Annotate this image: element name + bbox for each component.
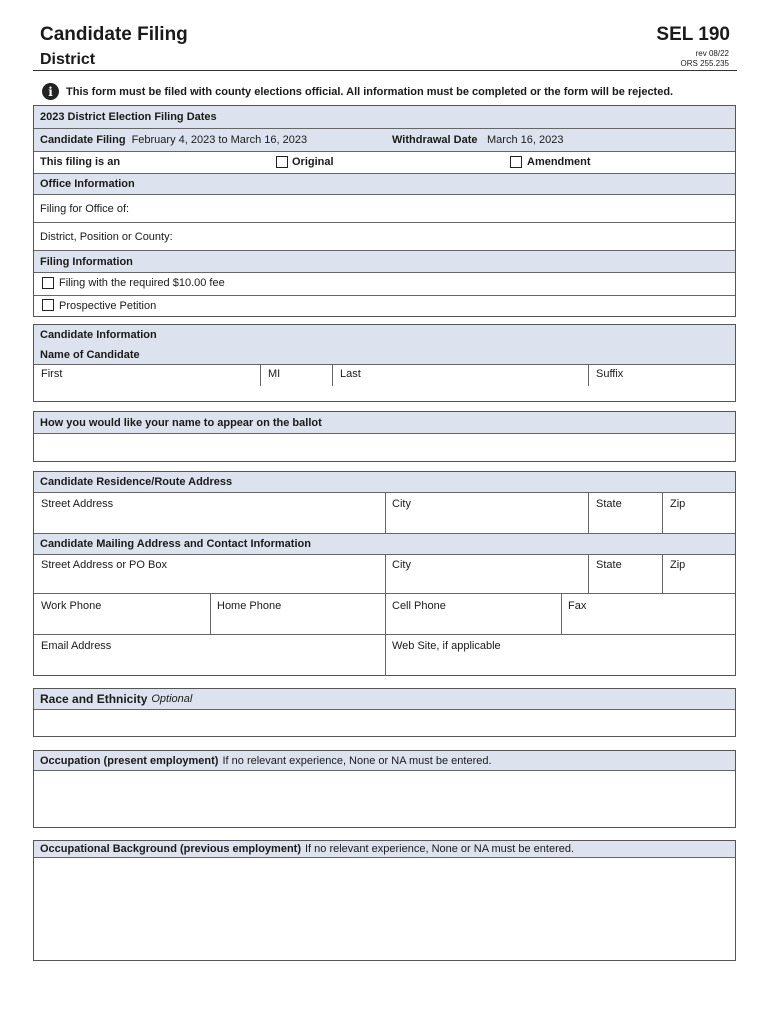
last-name-label: Last bbox=[340, 368, 361, 380]
mailing-heading: Candidate Mailing Address and Contact Information bbox=[34, 534, 735, 554]
filing-is-label: This filing is an bbox=[40, 156, 121, 168]
divider bbox=[588, 554, 589, 593]
candidate-filing-label: Candidate Filing bbox=[40, 134, 126, 146]
statute-text: ORS 255.235 bbox=[680, 59, 729, 68]
occupation-heading: Occupation (present employment) bbox=[40, 754, 219, 767]
mailing-state-label: State bbox=[596, 559, 622, 571]
divider bbox=[34, 433, 735, 434]
fee-option-label: Filing with the required $10.00 fee bbox=[59, 277, 225, 289]
background-heading: Occupational Background (previous employment) bbox=[40, 843, 301, 855]
website-label: Web Site, if applicable bbox=[392, 640, 501, 652]
divider bbox=[34, 770, 735, 771]
amendment-label: Amendment bbox=[527, 156, 591, 168]
divider bbox=[260, 364, 261, 386]
divider bbox=[34, 857, 735, 858]
filing-info-heading: Filing Information bbox=[34, 251, 735, 272]
residence-city-label: City bbox=[392, 498, 411, 510]
header-divider bbox=[33, 70, 737, 71]
divider bbox=[34, 364, 735, 365]
fee-checkbox[interactable] bbox=[42, 277, 54, 289]
office-heading: Office Information bbox=[34, 174, 735, 194]
occupation-note: If no relevant experience, None or NA must be entered. bbox=[222, 754, 492, 767]
divider bbox=[561, 593, 562, 634]
withdrawal-label: Withdrawal Date bbox=[392, 134, 478, 146]
info-icon: i bbox=[42, 83, 59, 100]
divider bbox=[385, 634, 386, 676]
race-section bbox=[33, 688, 736, 737]
revision-text: rev 08/22 bbox=[695, 49, 729, 58]
address-section bbox=[33, 471, 736, 676]
dates-row bbox=[34, 129, 735, 151]
residence-state-label: State bbox=[596, 498, 622, 510]
background-section bbox=[33, 840, 736, 961]
dates-heading: 2023 District Election Filing Dates bbox=[34, 106, 735, 128]
form-subtitle: District bbox=[40, 51, 96, 68]
candidate-name-input[interactable] bbox=[38, 385, 731, 401]
first-name-label: First bbox=[41, 368, 63, 380]
background-heading-row bbox=[34, 841, 735, 857]
petition-checkbox[interactable] bbox=[42, 299, 54, 311]
work-phone-label: Work Phone bbox=[41, 600, 102, 612]
form-number: SEL 190 bbox=[656, 24, 730, 45]
fax-label: Fax bbox=[568, 600, 587, 612]
residence-heading: Candidate Residence/Route Address bbox=[34, 472, 735, 492]
district-input[interactable] bbox=[234, 223, 731, 249]
divider bbox=[210, 593, 211, 634]
background-note: If no relevant experience, None or NA must be entered. bbox=[305, 843, 575, 855]
mailing-city-label: City bbox=[392, 559, 411, 571]
petition-option-label: Prospective Petition bbox=[59, 300, 157, 312]
divider bbox=[385, 593, 386, 634]
background-input[interactable] bbox=[38, 860, 731, 958]
form-revision-block bbox=[681, 49, 729, 69]
divider bbox=[662, 554, 663, 593]
filing-section bbox=[33, 105, 736, 317]
original-checkbox[interactable] bbox=[276, 156, 288, 168]
divider bbox=[385, 554, 386, 593]
race-input[interactable] bbox=[38, 712, 731, 734]
divider bbox=[34, 709, 735, 710]
race-note: Optional bbox=[151, 693, 193, 705]
home-phone-label: Home Phone bbox=[217, 600, 282, 612]
divider bbox=[34, 295, 735, 296]
residence-zip-label: Zip bbox=[670, 498, 686, 510]
mi-label: MI bbox=[268, 368, 281, 380]
name-heading: Name of Candidate bbox=[34, 345, 735, 364]
occupation-section bbox=[33, 750, 736, 828]
suffix-label: Suffix bbox=[596, 368, 624, 380]
race-heading-row bbox=[34, 689, 735, 709]
divider bbox=[662, 492, 663, 533]
race-heading: Race and Ethnicity bbox=[40, 692, 148, 706]
original-label: Original bbox=[292, 156, 334, 168]
notice bbox=[42, 83, 673, 100]
district-label: District, Position or County: bbox=[40, 231, 173, 243]
candidate-section bbox=[33, 324, 736, 402]
divider bbox=[332, 364, 333, 386]
divider bbox=[588, 364, 589, 386]
occupation-heading-row bbox=[34, 751, 735, 770]
amendment-checkbox[interactable] bbox=[510, 156, 522, 168]
divider bbox=[385, 492, 386, 533]
form-title: Candidate Filing bbox=[40, 24, 188, 45]
candidate-filing-value: February 4, 2023 to March 16, 2023 bbox=[131, 134, 308, 146]
divider bbox=[34, 151, 735, 152]
residence-street-label: Street Address bbox=[41, 498, 114, 510]
occupation-input[interactable] bbox=[38, 773, 731, 825]
ballot-name-section bbox=[33, 411, 736, 462]
divider bbox=[34, 272, 735, 273]
cell-phone-label: Cell Phone bbox=[392, 600, 446, 612]
ballot-name-heading: How you would like your name to appear on the ballot bbox=[34, 412, 735, 433]
candidate-heading: Candidate Information bbox=[34, 325, 735, 345]
filing-for-label: Filing for Office of: bbox=[40, 203, 130, 215]
mailing-zip-label: Zip bbox=[670, 559, 686, 571]
mailing-street-label: Street Address or PO Box bbox=[41, 559, 167, 571]
divider bbox=[588, 492, 589, 533]
notice-text: This form must be filed with county elections official. All information must be completed or the form will be rejected. bbox=[66, 85, 674, 98]
ballot-name-input[interactable] bbox=[38, 436, 731, 460]
filing-for-input[interactable] bbox=[234, 195, 731, 221]
email-label: Email Address bbox=[41, 640, 112, 652]
withdrawal-value: March 16, 2023 bbox=[487, 134, 564, 146]
